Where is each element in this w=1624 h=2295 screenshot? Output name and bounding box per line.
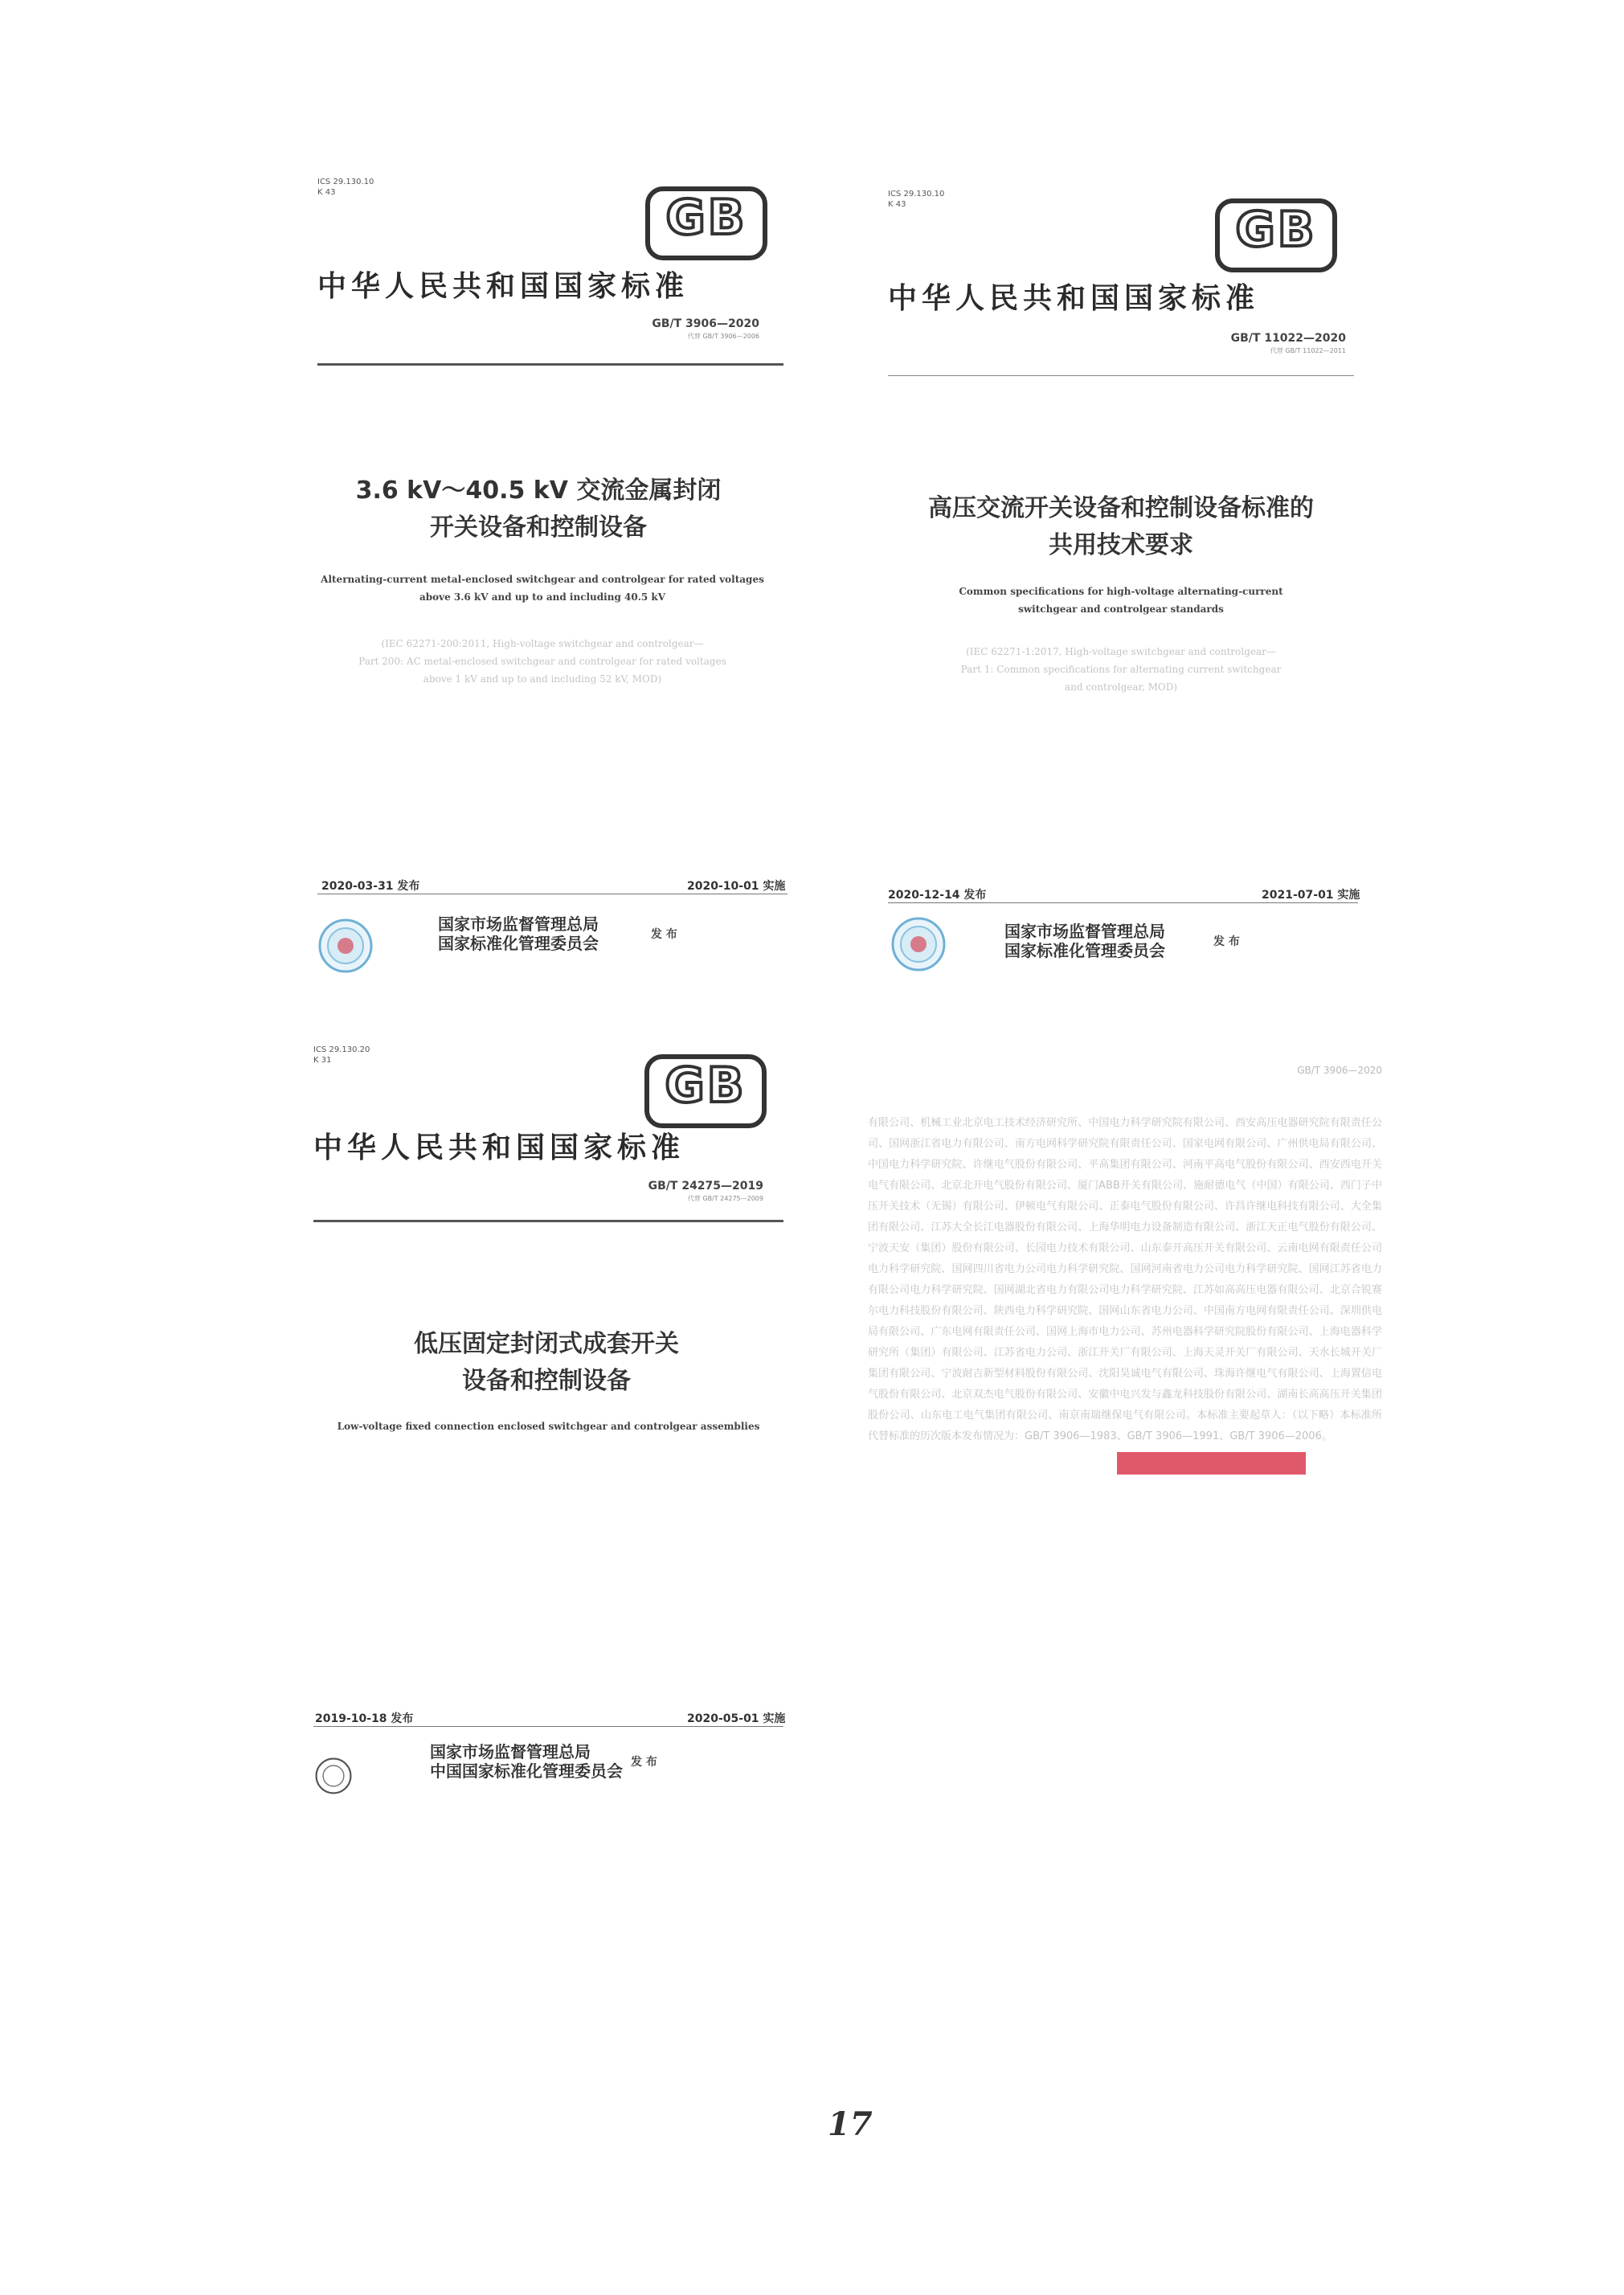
replaces-text: 代替 GB/T 11022—2011 [1270,347,1346,354]
cover-gbt-24275 [313,1045,787,1816]
gb-logo: GB [645,186,767,260]
issue-word: 发 布 [651,928,677,941]
standard-number: GB/T 11022—2020 [1230,332,1346,345]
issue-word: 发 布 [631,1756,657,1769]
title-en: Common specifications for high-voltage alternating-current switchgear and controlgear standards [959,586,1283,615]
title-cn: 低压固定封闭式成套开关 设备和控制设备 [414,1330,679,1395]
implement-date: 2021-07-01 实施 [1262,889,1360,902]
inner-page-header: GB/T 3906—2020 [1297,1065,1382,1076]
title-en: Alternating-current metal-enclosed switchgear and controlgear for rated voltages above 3.6 kV and up to and including 40.5 kV [321,574,764,603]
ics-code: ICS 29.130.10 K 43 [888,190,945,209]
title-cn: 3.6 kV～40.5 kV 交流金属封闭 开关设备和控制设备 [355,477,722,542]
cover-gbt-3906 [317,177,792,988]
title-cn: 高压交流开关设备和控制设备标准的 共用技术要求 [928,494,1314,559]
publish-date: 2020-03-31 发布 [321,880,420,893]
inner-page-preface [868,1065,1382,1812]
cover-gbt-11022 [884,189,1358,1000]
header-rule [888,375,1354,376]
publish-date: 2019-10-18 发布 [315,1712,414,1725]
sac-seal-icon [317,918,374,974]
replaces-text: 代替 GB/T 3906—2006 [687,333,759,340]
gb-logo: GB [644,1054,767,1128]
agency-name: 中华人民共和国国家标准 [313,1131,685,1164]
agency-name: 中华人民共和国国家标准 [888,281,1260,315]
issuer-names: 国家市场监督管理总局 中国国家标准化管理委员会 [430,1742,623,1781]
sac-seal-icon [890,916,947,972]
publish-rule [313,1726,783,1727]
standard-number: GB/T 24275—2019 [648,1180,763,1192]
gb-logo: GB [1215,198,1337,272]
sac-seal-icon [313,1756,354,1796]
standard-number: GB/T 3906—2020 [652,317,759,330]
iec-reference: (IEC 62271-1:2017, High-voltage switchgear and controlgear— Part 1: Common specifications for alternating current switchgear and controlgear, MOD) [960,646,1282,693]
implement-date: 2020-10-01 实施 [687,880,786,893]
iec-reference: (IEC 62271-200:2011, High-voltage switchgear and controlgear— Part 200: AC metal-enclosed switchgear and controlgear for rated voltages above 1 kV and up to and including 52 kV, MOD) [358,638,726,685]
page-number: 17 [828,2105,873,2143]
redaction-mark [1117,1452,1306,1475]
header-rule [313,1220,783,1222]
publish-date: 2020-12-14 发布 [888,889,987,902]
issue-word: 发 布 [1213,935,1240,948]
ics-code: ICS 29.130.10 K 43 [317,178,374,197]
preface-text: 有限公司、机械工业北京电工技术经济研究所、中国电力科学研究院有限公司、西安高压电器研究院有限责任公司、国网浙江省电力有限公司、南方电网科学研究院有限责任公司、国家电网有限公司、广州供电局有限公司、中国电力科学研究院、许继电气股份有限公司、平高集团有限公司、河南平高电气股份有限公司、西安西电开关电气有限公司、北京北开电气股份有限公司、厦门ABB开关有限公司、施耐德电气（中国）有限公司、西门子中压开关技术（无锡）有限公司、伊顿电气有限公司、正泰电气股份有限公司、许昌许继电科技有限公司、大全集团有限公司、江苏大全长江电器股份有限公司、上海华明电力设备制造有限公司、浙江天正电气股份有限公司、宁波天安（集团）股份有限公司、长园电力技术有限公司、山东泰开高压开关有限公司、云南电网有限责任公司电力科学研究院、国网四川省电力公司电力科学研究院、国网河南省电力公司电力科学研究院、国网江苏省电力有限公司电力科学研究院、国网湖北省电力有限公司电力科学研究院、江苏如高高压电器有限公司、北京合锐赛尔电力科技股份有限公司、陕西电力科学研究院、国网山东省电力公司、中国南方电网有限责任公司、深圳供电局有限公司、广东电网有限责任公司、国网上海市电力公司、苏州电器科学研究院股份有限公司、上海电器科学研究所（集团）有限公司、江苏省电力公司、浙江开关厂有限公司、上海天灵开关厂有限公司、天水长城开关厂集团有限公司、宁波耐吉新型材料股份有限公司、沈阳昊诚电气有限公司、珠海许继电气有限公司、上海置信电气股份有限公司、北京双杰电气股份有限公司、安徽中电兴发与鑫龙科技股份有限公司、湖南长高高压开关集团股份公司、山东电工电气集团有限公司、南京南瑞继保电气有限公司。本标准主要起草人：（以下略）本标准所代替标准的历次版本发布情况为：GB/T 3906—1983、GB/T 3906—1991、GB/T 3906—2006。 [868,1117,1382,1442]
title-en: Low-voltage fixed connection enclosed switchgear and controlgear assemblies [337,1421,760,1432]
ics-code: ICS 29.130.20 K 31 [313,1045,370,1065]
implement-date: 2020-05-01 实施 [687,1712,786,1725]
agency-name: 中华人民共和国国家标准 [317,269,689,303]
header-rule [317,363,783,366]
issuer-names: 国家市场监督管理总局 国家标准化管理委员会 [438,914,599,953]
replaces-text: 代替 GB/T 24275—2009 [687,1195,763,1202]
issuer-names: 国家市场监督管理总局 国家标准化管理委员会 [1004,922,1165,960]
publish-rule [888,902,1358,903]
